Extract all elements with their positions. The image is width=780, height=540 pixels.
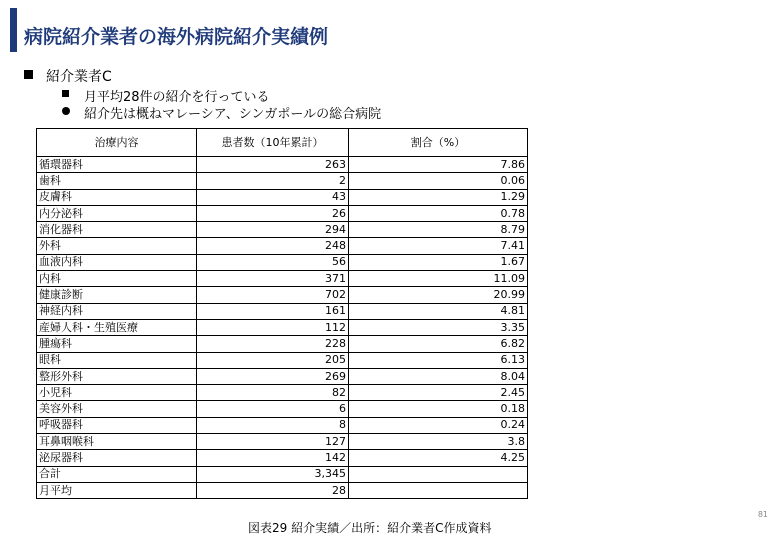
cell-treatment: 耳鼻咽喉科	[37, 434, 197, 450]
cell-ratio: 8.79	[349, 222, 528, 238]
cell-patients: 28	[197, 482, 349, 498]
table-row	[37, 303, 528, 319]
cell-patients: 56	[197, 254, 349, 270]
table-row	[37, 222, 528, 238]
table-row	[37, 157, 528, 173]
cell-patients: 82	[197, 385, 349, 401]
cell-treatment: 美容外科	[37, 401, 197, 417]
cell-ratio: 11.09	[349, 271, 528, 287]
table-row	[37, 319, 528, 335]
table-row	[37, 271, 528, 287]
table-row	[37, 434, 528, 450]
cell-patients: 6	[197, 401, 349, 417]
table-row	[37, 385, 528, 401]
header-patients: 患者数（10年累計）	[197, 129, 349, 157]
cell-ratio: 7.86	[349, 157, 528, 173]
cell-ratio: 1.29	[349, 189, 528, 205]
cell-treatment: 小児科	[37, 385, 197, 401]
cell-patients: 205	[197, 352, 349, 368]
cell-ratio: 2.45	[349, 385, 528, 401]
sub-bullet-text: 紹介先は概ねマレーシア、シンガポールの総合病院	[84, 107, 382, 122]
cell-patients: 263	[197, 157, 349, 173]
cell-treatment: 神経内科	[37, 303, 197, 319]
cell-ratio: 0.06	[349, 173, 528, 189]
cell-patients: 142	[197, 450, 349, 466]
cell-patients: 294	[197, 222, 349, 238]
figure-caption: 図表29 紹介実績／出所：紹介業者C作成資料	[248, 521, 492, 535]
cell-ratio: 0.18	[349, 401, 528, 417]
square-bullet-icon	[62, 90, 69, 97]
table-header-row	[37, 129, 528, 157]
cell-ratio: 0.24	[349, 417, 528, 433]
cell-patients: 26	[197, 205, 349, 221]
table-row	[37, 401, 528, 417]
cell-patients: 702	[197, 287, 349, 303]
cell-patients: 127	[197, 434, 349, 450]
cell-patients: 8	[197, 417, 349, 433]
cell-treatment: 呼吸器科	[37, 417, 197, 433]
cell-ratio: 7.41	[349, 238, 528, 254]
cell-treatment: 消化器科	[37, 222, 197, 238]
page-title: 病院紹介業者の海外病院紹介実績例	[24, 26, 329, 48]
bullet-main-text: 紹介業者C	[46, 69, 112, 85]
cell-ratio: 20.99	[349, 287, 528, 303]
table-row	[37, 287, 528, 303]
cell-treatment: 合計	[37, 466, 197, 482]
cell-ratio	[349, 466, 528, 482]
cell-treatment: 歯科	[37, 173, 197, 189]
cell-treatment: 内分泌科	[37, 205, 197, 221]
cell-ratio: 4.81	[349, 303, 528, 319]
table-row	[37, 417, 528, 433]
cell-treatment: 外科	[37, 238, 197, 254]
cell-ratio	[349, 482, 528, 498]
cell-treatment: 血液内科	[37, 254, 197, 270]
cell-patients: 43	[197, 189, 349, 205]
table-row	[37, 482, 528, 498]
cell-treatment: 健康診断	[37, 287, 197, 303]
table-row	[37, 450, 528, 466]
cell-ratio: 4.25	[349, 450, 528, 466]
cell-treatment: 泌尿器科	[37, 450, 197, 466]
header-ratio: 割合（%）	[349, 129, 528, 157]
title-accent-bar	[10, 8, 17, 52]
table-row	[37, 466, 528, 482]
table-row	[37, 173, 528, 189]
cell-ratio: 1.67	[349, 254, 528, 270]
cell-treatment: 腫瘍科	[37, 336, 197, 352]
square-bullet-icon	[24, 70, 33, 79]
cell-treatment: 産婦人科・生殖医療	[37, 319, 197, 335]
cell-treatment: 眼科	[37, 352, 197, 368]
cell-ratio: 0.78	[349, 205, 528, 221]
page-number: 81	[757, 510, 768, 519]
cell-patients: 2	[197, 173, 349, 189]
cell-patients: 228	[197, 336, 349, 352]
sub-bullet-text: 月平均28件の紹介を行っている	[84, 90, 270, 105]
cell-patients: 371	[197, 271, 349, 287]
referral-table	[36, 128, 528, 499]
cell-treatment: 循環器科	[37, 157, 197, 173]
cell-ratio: 3.35	[349, 319, 528, 335]
cell-treatment: 内科	[37, 271, 197, 287]
cell-patients: 161	[197, 303, 349, 319]
table-row	[37, 238, 528, 254]
table-row	[37, 189, 528, 205]
table-row	[37, 254, 528, 270]
cell-treatment: 皮膚科	[37, 189, 197, 205]
cell-patients: 248	[197, 238, 349, 254]
cell-patients: 269	[197, 368, 349, 384]
round-bullet-icon	[62, 107, 70, 115]
cell-ratio: 6.13	[349, 352, 528, 368]
cell-patients: 3,345	[197, 466, 349, 482]
table-row	[37, 336, 528, 352]
header-treatment: 治療内容	[37, 129, 197, 157]
cell-ratio: 3.8	[349, 434, 528, 450]
cell-treatment: 月平均	[37, 482, 197, 498]
cell-ratio: 6.82	[349, 336, 528, 352]
cell-ratio: 8.04	[349, 368, 528, 384]
table-row	[37, 368, 528, 384]
cell-treatment: 整形外科	[37, 368, 197, 384]
cell-patients: 112	[197, 319, 349, 335]
table-row	[37, 352, 528, 368]
table-row	[37, 205, 528, 221]
